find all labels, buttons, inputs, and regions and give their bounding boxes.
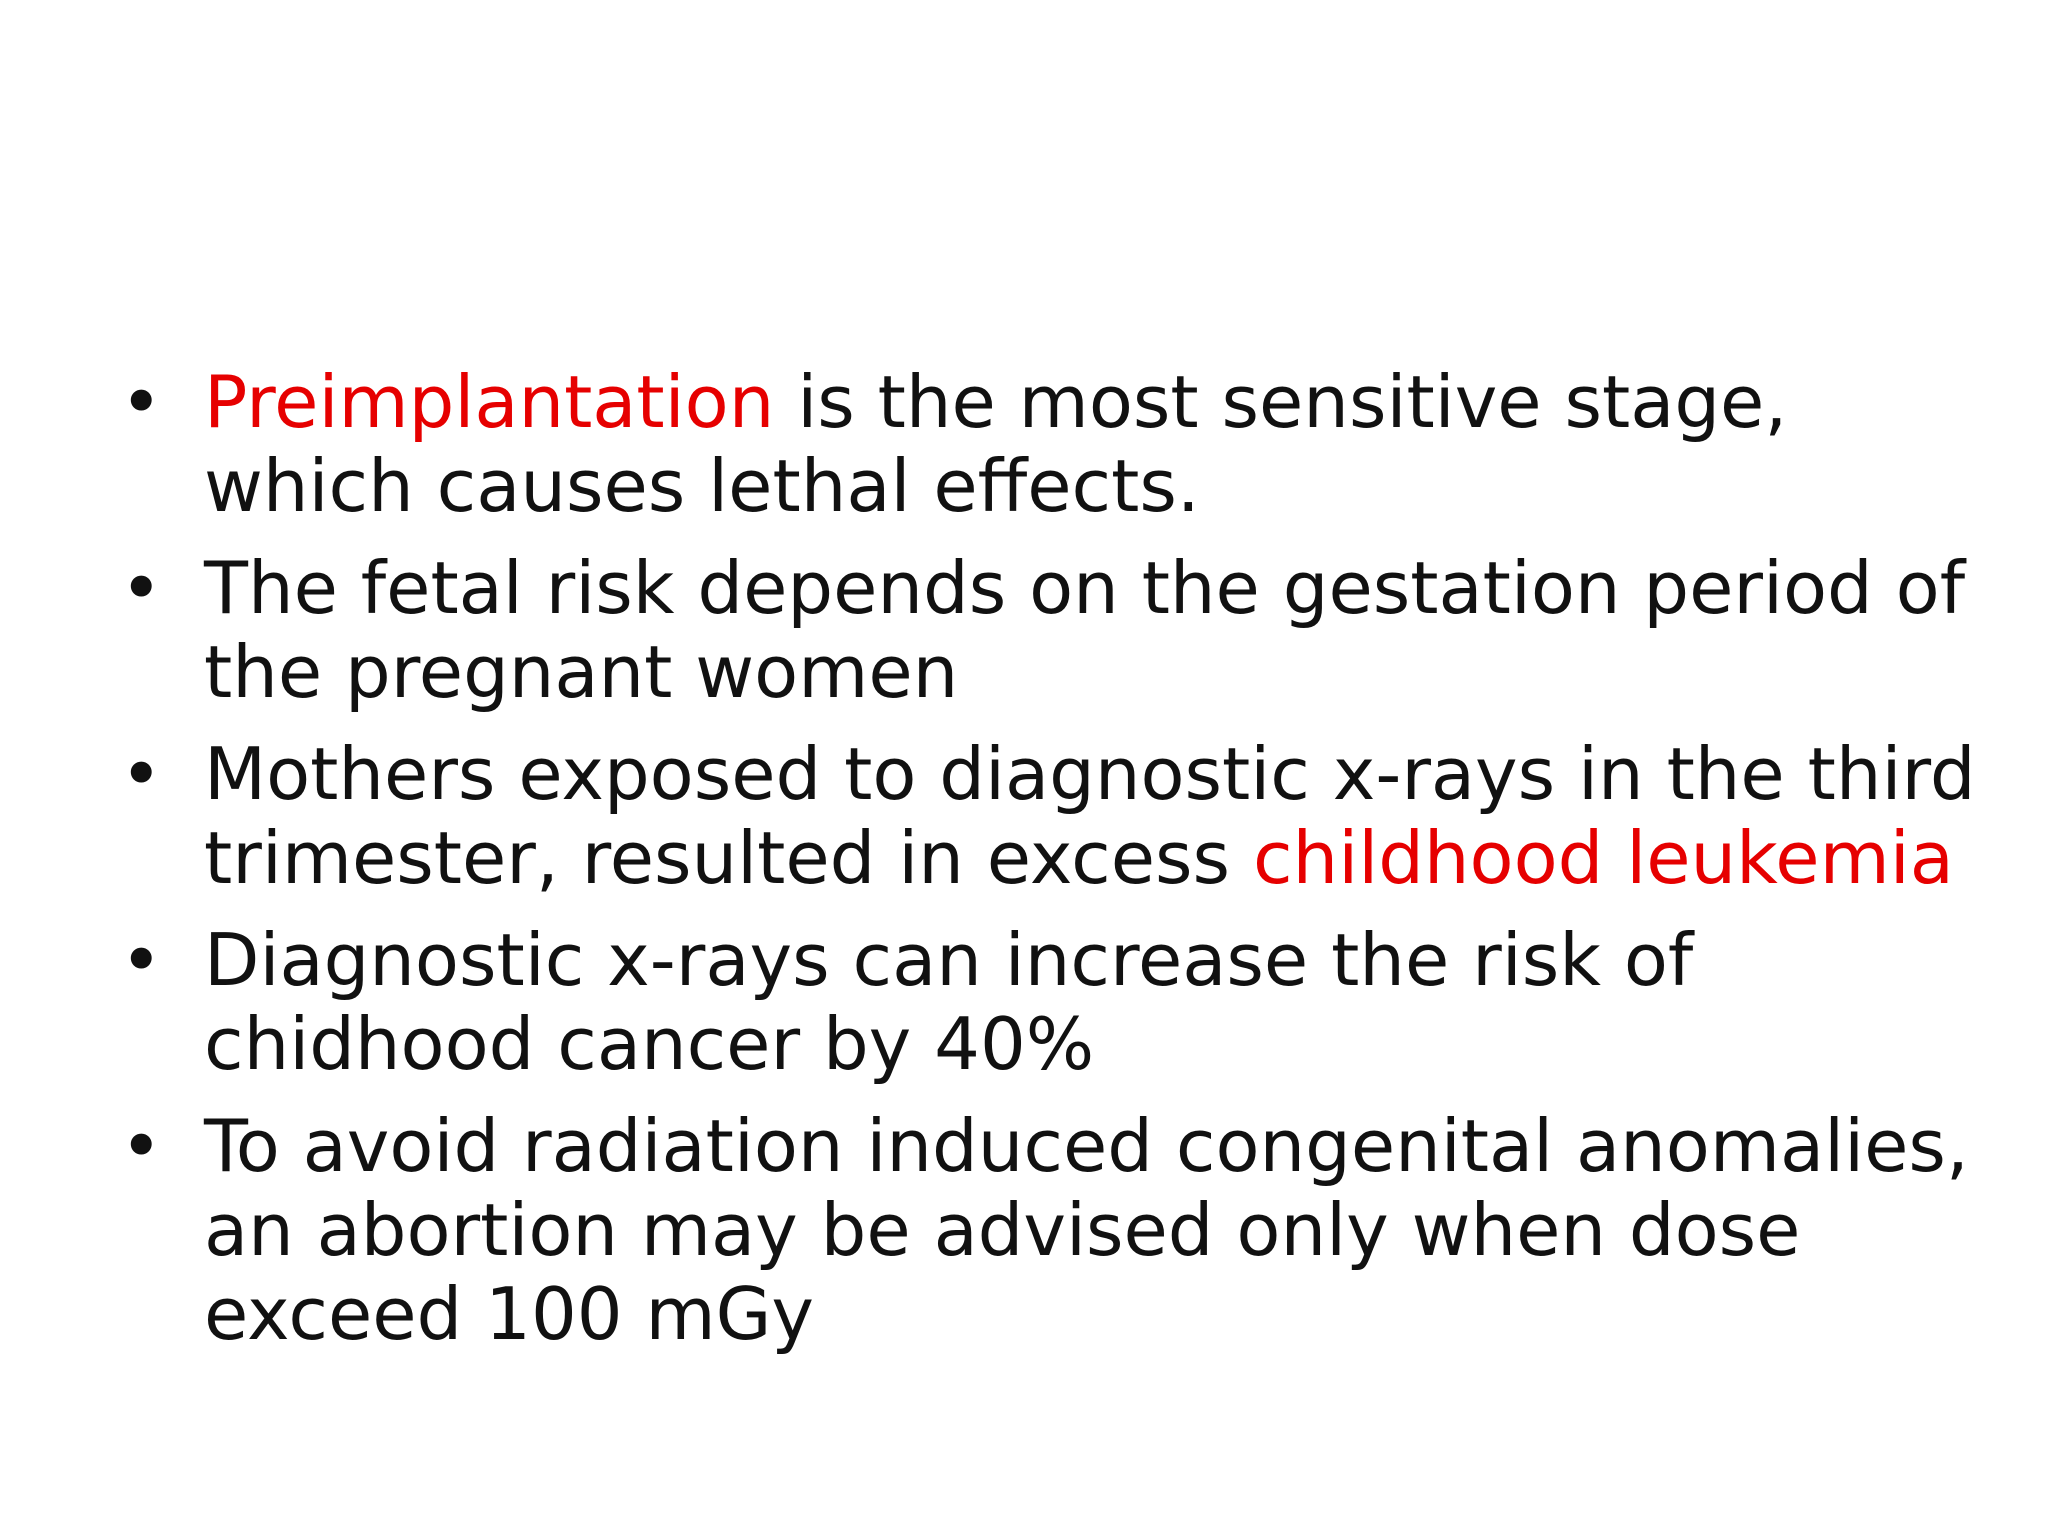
bullet-item-2 xyxy=(120,546,1980,714)
bullet-icon: • xyxy=(120,1104,163,1188)
bullet-item-1 xyxy=(120,360,1980,528)
bullet-icon: • xyxy=(120,918,163,1002)
highlight-text: Preimplantation xyxy=(204,360,775,444)
bullet-text: Mothers exposed to diagnostic x-rays in the third trimester, resulted in excess xyxy=(204,732,1976,900)
bullet-item-4 xyxy=(120,918,1980,1086)
bullet-item-3 xyxy=(120,732,1980,900)
bullet-text: To avoid radiation induced congenital anomalies, an abortion may be advised only when dose exceed 100 mGy xyxy=(204,1104,1969,1356)
bullet-icon: • xyxy=(120,732,163,816)
bullet-list xyxy=(120,360,1980,1374)
bullet-icon: • xyxy=(120,360,163,444)
highlight-text: childhood leukemia xyxy=(1252,816,1954,900)
bullet-item-5 xyxy=(120,1104,1980,1356)
bullet-icon: • xyxy=(120,546,163,630)
bullet-text: Diagnostic x-rays can increase the risk of chidhood cancer by 40% xyxy=(204,918,1694,1086)
bullet-text: The fetal risk depends on the gestation period of the pregnant women xyxy=(204,546,1966,714)
bullet-text: is the most sensitive stage, which causes lethal effects. xyxy=(204,360,1788,528)
